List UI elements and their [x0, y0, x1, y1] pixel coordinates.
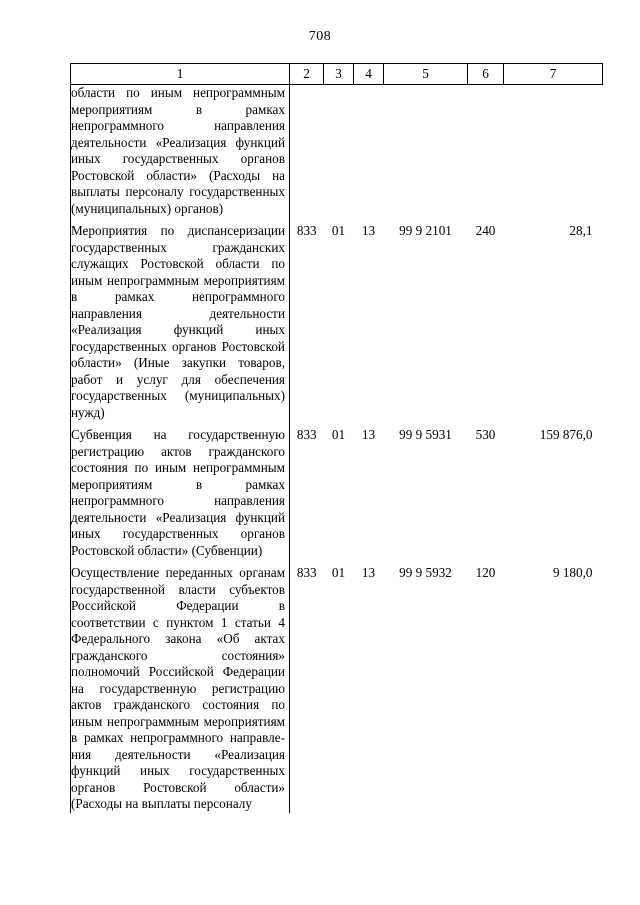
row-ministry: 833 — [296, 427, 317, 442]
row-expense-type: 530 — [475, 427, 496, 442]
row-amount: 28,1 — [569, 223, 593, 238]
header-col-3: 3 — [324, 64, 354, 85]
table-row — [71, 223, 603, 421]
row-amount: 9 180,0 — [552, 565, 593, 580]
row-expense-type — [468, 85, 504, 218]
row-amount — [504, 85, 603, 218]
row-amount: 159 876,0 — [539, 427, 593, 442]
row-description: Мероприятия по диспансеризации государственных гражданских служащих Ростовской области по иным непрограммным мероприятиям в рамках непрограммного направления деятельности «Реализация функций иных государственных органов Ростовской области» (Иные закупки товаров, работ и услуг для обеспечения государственных (муниципальных) нужд) — [71, 223, 285, 420]
budget-table — [70, 63, 603, 813]
table-row — [71, 565, 603, 813]
header-col-4: 4 — [354, 64, 384, 85]
row-subsection: 13 — [361, 565, 376, 580]
header-col-7: 7 — [504, 64, 603, 85]
row-section: 01 — [331, 565, 346, 580]
header-col-2: 2 — [290, 64, 324, 85]
row-target-article — [384, 85, 468, 218]
row-expense-type: 120 — [475, 565, 496, 580]
header-col-1: 1 — [71, 64, 290, 85]
row-section: 01 — [331, 427, 346, 442]
row-expense-type: 240 — [475, 223, 496, 238]
row-target-article: 99 9 5932 — [399, 565, 452, 580]
row-ministry — [290, 85, 324, 218]
row-subsection: 13 — [361, 427, 376, 442]
page-number: 708 — [308, 29, 332, 44]
row-target-article: 99 9 5931 — [399, 427, 452, 442]
table-header-row — [71, 64, 603, 85]
table-row — [71, 427, 603, 559]
row-subsection — [354, 85, 384, 218]
header-col-6: 6 — [468, 64, 504, 85]
row-ministry: 833 — [296, 565, 317, 580]
row-description: Осуществление переданных органам государственной власти субъектов Российской Федерации в соответствии с пунктом 1 статьи 4 Федерального закона «Об актах гражданского состояния» полномочий Российской Федерации на государственную регистрацию актов гражданского состояния по иным непрограммным мероприятиям в рамках непрограммного направления деятельности «Реализация функций иных государственных органов Ростовской области» (Расходы на выплаты персоналу — [71, 565, 285, 811]
row-description: области по иным непрограммным мероприятиям в рамках непрограммного направления деятельности «Реализация функций иных государственных органов Ростовской области» (Расходы на выплаты персоналу государственных (муниципальных) органов) — [71, 85, 285, 216]
row-subsection: 13 — [361, 223, 376, 238]
row-target-article: 99 9 2101 — [399, 223, 452, 238]
table-row — [71, 85, 603, 218]
row-section — [324, 85, 354, 218]
row-section: 01 — [331, 223, 346, 238]
row-description: Субвенция на государственную регистрацию актов гражданского состояния по иным непрограммным мероприятиям в рамках непрограммного направления деятельности «Реализация функций иных государственных органов Ростовской области» (Субвенции) — [71, 427, 285, 558]
header-col-5: 5 — [384, 64, 468, 85]
row-ministry: 833 — [296, 223, 317, 238]
